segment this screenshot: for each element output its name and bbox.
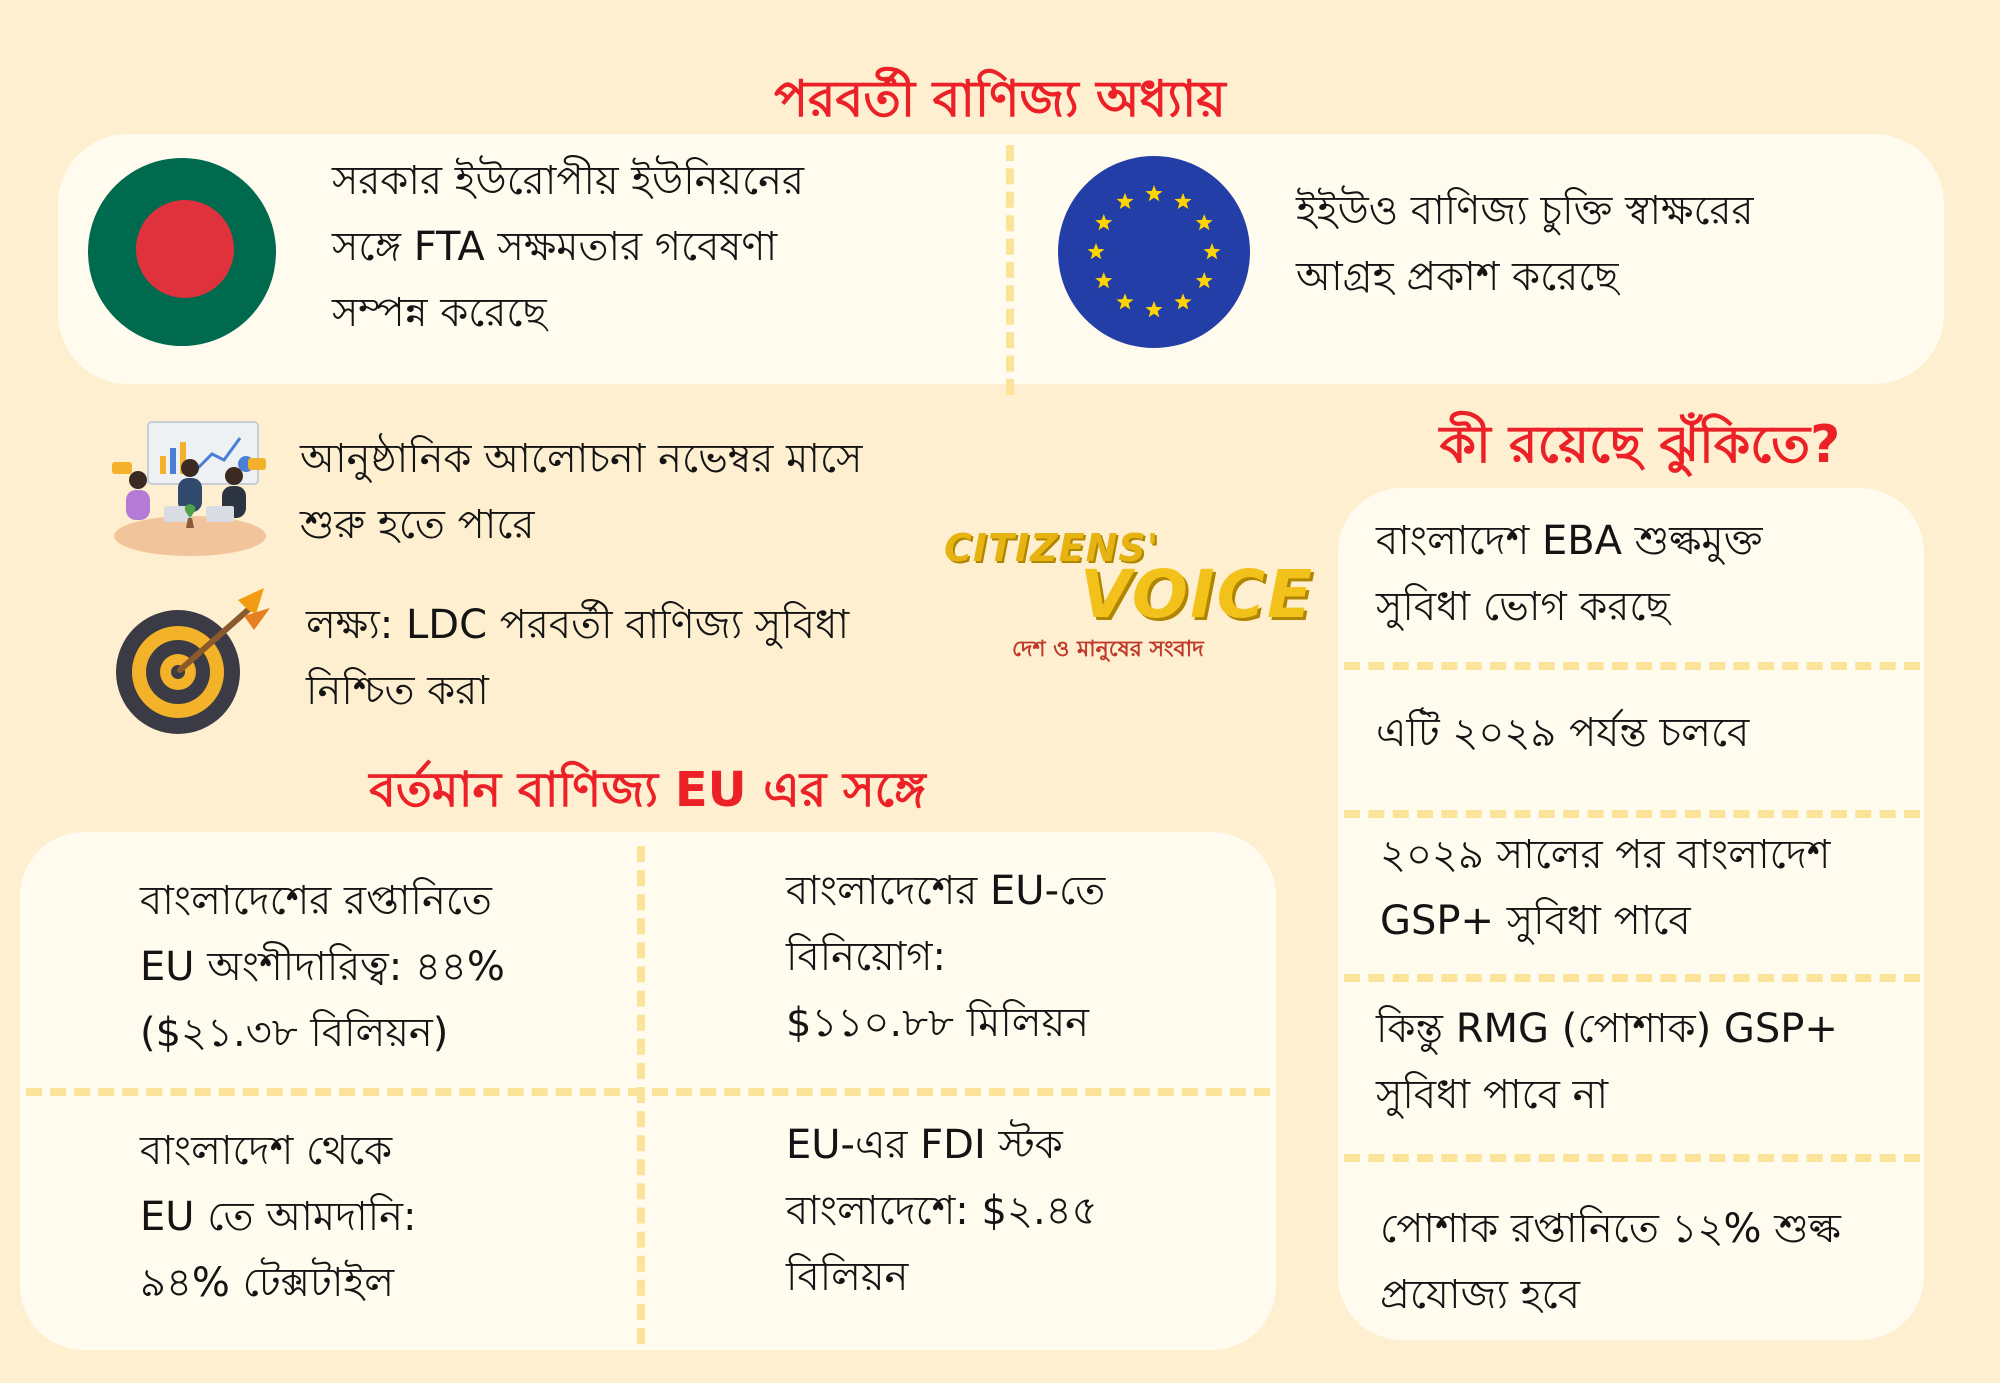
text-line: লক্ষ্য: LDC পরবর্তী বাণিজ্য সুবিধা	[306, 602, 850, 648]
text-line: প্রযোজ্য হবে	[1380, 1272, 1581, 1318]
text-line: কিন্তু RMG (পোশাক) GSP+	[1376, 1006, 1838, 1052]
risk-heading: কী রয়েছে ঝুঁকিতে?	[1439, 415, 1841, 475]
text-line: বাংলাদেশের EU-তে	[786, 868, 1106, 914]
text-line: বিলিয়ন	[786, 1254, 909, 1300]
text-line: আগ্রহ প্রকাশ করেছে	[1296, 254, 1619, 300]
text-line: EU-এর FDI স্টক	[786, 1122, 1063, 1168]
risk-divider	[1344, 662, 1920, 670]
trade-cell-investment	[786, 858, 1105, 1056]
text-line: সুবিধা ভোগ করছে	[1376, 584, 1670, 630]
text-line: বিনিয়োগ:	[786, 934, 946, 980]
trade-cell-fdi-stock	[786, 1112, 1098, 1310]
page-title: পরবর্তী বাণিজ্য অধ্যায়	[774, 70, 1226, 128]
text-line: আনুষ্ঠানিক আলোচনা নভেম্বর মাসে	[300, 436, 863, 482]
risk-divider	[1344, 1154, 1920, 1162]
text-line: শুরু হতে পারে	[300, 502, 535, 548]
text-line: সঙ্গে FTA সক্ষমতার গবেষণা	[332, 224, 778, 270]
current-trade-heading: বর্তমান বাণিজ্য EU এর সঙ্গে	[369, 762, 926, 818]
risk-divider	[1344, 974, 1920, 982]
eu-flag-icon	[1058, 156, 1250, 348]
text-line: নিশ্চিত করা	[306, 668, 489, 714]
risk-item	[1376, 996, 1838, 1128]
target-dart-icon	[108, 580, 276, 740]
meeting-illustration-icon	[108, 418, 268, 558]
text-line: সুবিধা পাবে না	[1376, 1072, 1609, 1118]
text-line: ২০২৯ সালের পর বাংলাদেশ	[1380, 832, 1831, 878]
logo-top-text: CITIZENS'	[944, 526, 1160, 570]
text-line: ($২১.৩৮ বিলিয়ন)	[140, 1010, 449, 1056]
target-text	[306, 592, 849, 724]
logo-main-text: VOICE	[1080, 556, 1315, 633]
risk-divider	[1344, 810, 1920, 818]
text-line: সম্পন্ন করেছে	[332, 290, 547, 336]
top-left-text	[332, 148, 804, 346]
meeting-text	[300, 426, 862, 558]
text-line: বাংলাদেশ থেকে	[140, 1128, 393, 1174]
risk-item	[1380, 1196, 1841, 1328]
text-line: ইইউও বাণিজ্য চুক্তি স্বাক্ষরের	[1296, 188, 1754, 234]
text-line: ৯৪% টেক্সটাইল	[140, 1260, 395, 1306]
risk-item	[1380, 822, 1830, 954]
risk-item	[1376, 508, 1763, 640]
text-line: $১১০.৮৮ মিলিয়ন	[786, 1000, 1090, 1046]
text-line: বাংলাদেশের রপ্তানিতে	[140, 878, 492, 924]
bangladesh-flag-icon	[88, 158, 276, 346]
top-right-text	[1296, 178, 1754, 310]
citizens-voice-logo	[940, 526, 1315, 666]
trade-cell-imports	[140, 1118, 417, 1316]
text-line: বাংলাদেশে: $২.৪৫	[786, 1188, 1098, 1234]
trade-cell-export-share	[140, 868, 505, 1066]
trade-card-horizontal-divider	[26, 1088, 1270, 1096]
risk-item	[1376, 700, 1749, 766]
logo-tagline: দেশ ও মানুষের সংবাদ	[1012, 637, 1204, 662]
text-line: বাংলাদেশ EBA শুল্কমুক্ত	[1376, 518, 1763, 564]
text-line: EU অংশীদারিত্ব: ৪৪%	[140, 944, 505, 990]
text-line: পোশাক রপ্তানিতে ১২% শুল্ক	[1380, 1206, 1841, 1252]
top-card-divider	[1006, 145, 1014, 395]
text-line: GSP+ সুবিধা পাবে	[1380, 898, 1691, 944]
text-line: সরকার ইউরোপীয় ইউনিয়নের	[332, 158, 805, 204]
text-line: EU তে আমদানি:	[140, 1194, 417, 1240]
text-line: এটি ২০২৯ পর্যন্ত চলবে	[1376, 710, 1750, 756]
